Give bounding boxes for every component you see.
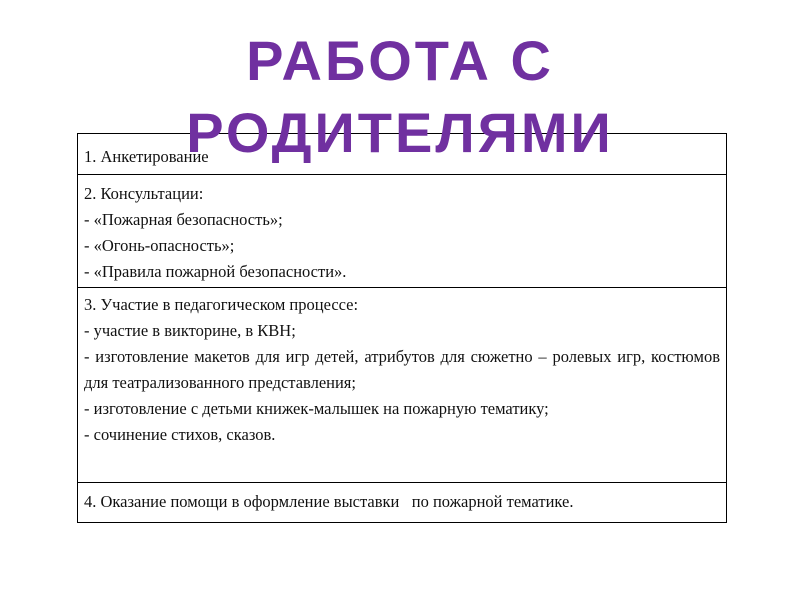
table-row bbox=[78, 288, 726, 483]
row-text: - изготовление с детьми книжек-малышек на пожарную тематику; bbox=[84, 399, 549, 418]
row-text: 3. Участие в педагогическом процессе: bbox=[84, 295, 359, 314]
row-text: - изготовление макетов для игр детей, атрибутов для сюжетно – ролевых игр, костюмов для театрализованного представления; bbox=[84, 347, 720, 392]
table-row bbox=[78, 175, 726, 288]
row-text: 2. Консультации: bbox=[84, 184, 204, 203]
table-row bbox=[78, 483, 726, 522]
activities-table bbox=[77, 133, 727, 523]
row-text: - «Правила пожарной безопасности». bbox=[84, 262, 347, 281]
slide-title-line-1: РАБОТА С bbox=[246, 29, 554, 92]
row-text: - сочинение стихов, сказов. bbox=[84, 425, 276, 444]
row-text: - «Огонь-опасность»; bbox=[84, 236, 235, 255]
row-text: 1. Анкетирование bbox=[84, 147, 209, 166]
row-text: - «Пожарная безопасность»; bbox=[84, 210, 283, 229]
slide-title-line-2: РОДИТЕЛЯМИ bbox=[186, 101, 614, 164]
row-text: - участие в викторине, в КВН; bbox=[84, 321, 296, 340]
row-text: 4. Оказание помощи в оформление выставки по пожарной тематике. bbox=[84, 492, 574, 511]
